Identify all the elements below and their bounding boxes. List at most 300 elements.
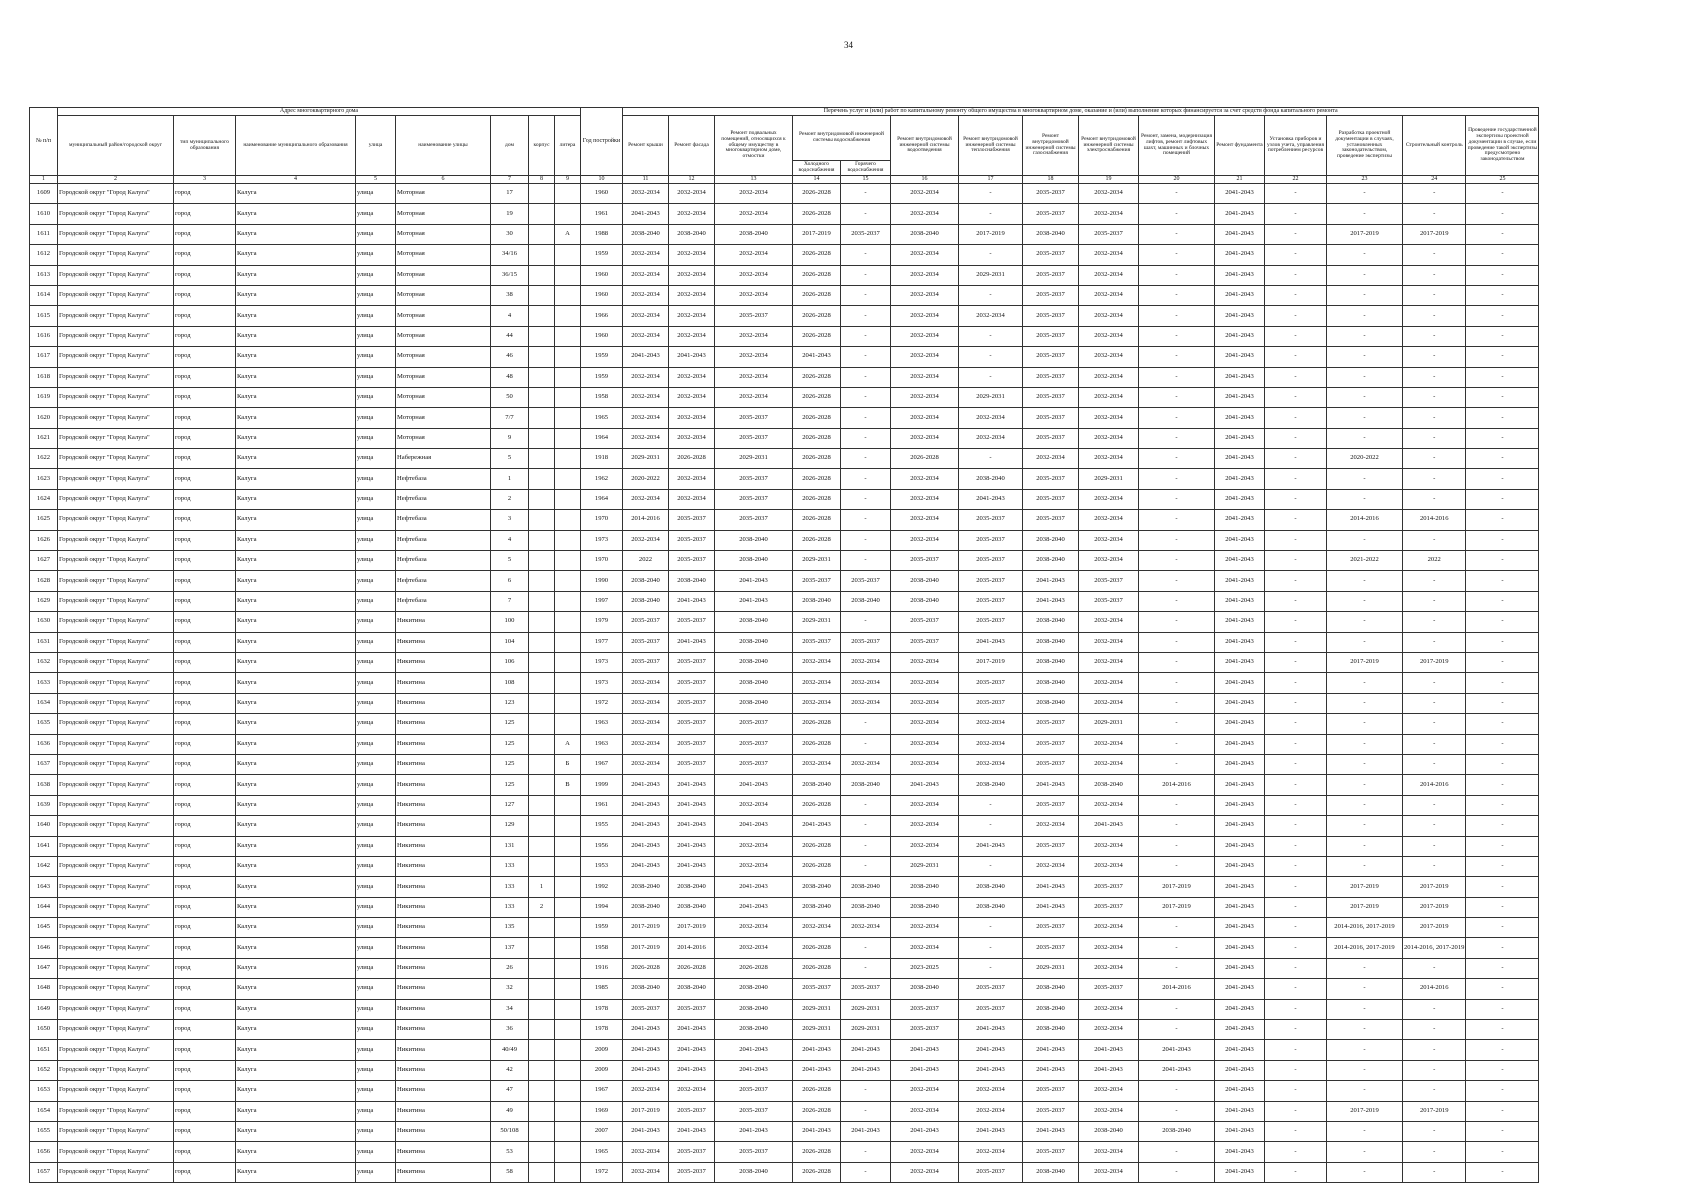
mo-name-cell: Калуга bbox=[236, 326, 356, 346]
mo-type-cell: город bbox=[174, 877, 236, 897]
work-period-cell: 2026-2028 bbox=[793, 795, 841, 815]
work-period-cell: - bbox=[1327, 530, 1403, 550]
work-period-cell: - bbox=[841, 367, 891, 387]
work-period-cell: 2014-2016 bbox=[1327, 510, 1403, 530]
korpus-cell bbox=[529, 775, 555, 795]
work-period-cell: 2041-2043 bbox=[793, 1060, 841, 1080]
work-period-cell: 2035-2037 bbox=[1023, 408, 1079, 428]
work-period-cell: 2041-2043 bbox=[1215, 1142, 1265, 1162]
mo-type-cell: город bbox=[174, 775, 236, 795]
work-period-cell: 2035-2037 bbox=[959, 530, 1023, 550]
mo-name-cell: Калуга bbox=[236, 510, 356, 530]
litera-cell bbox=[555, 326, 581, 346]
work-period-cell: 2035-2037 bbox=[669, 612, 715, 632]
work-period-cell: 2032-2034 bbox=[1079, 347, 1139, 367]
year-cell: 1959 bbox=[581, 367, 623, 387]
col-facade-header: Ремонт фасада bbox=[669, 116, 715, 176]
house-cell: 36 bbox=[491, 1020, 529, 1040]
work-period-cell: 2041-2043 bbox=[1023, 775, 1079, 795]
work-period-cell: 2014-2016 bbox=[1403, 510, 1466, 530]
work-period-cell: 2032-2034 bbox=[1079, 408, 1139, 428]
work-period-cell: 2032-2034 bbox=[891, 184, 959, 204]
mo-type-cell: город bbox=[174, 245, 236, 265]
work-period-cell: 2032-2034 bbox=[1079, 387, 1139, 407]
work-period-cell: 2032-2034 bbox=[623, 184, 669, 204]
row-number: 1641 bbox=[30, 836, 58, 856]
work-period-cell: - bbox=[1265, 184, 1327, 204]
year-cell: 1916 bbox=[581, 958, 623, 978]
row-number: 1651 bbox=[30, 1040, 58, 1060]
korpus-cell bbox=[529, 693, 555, 713]
work-period-cell: 2032-2034 bbox=[1079, 999, 1139, 1019]
work-period-cell: 2035-2037 bbox=[959, 571, 1023, 591]
work-period-cell: 2026-2028 bbox=[793, 306, 841, 326]
work-period-cell: - bbox=[1139, 551, 1215, 571]
street-type-cell: улица bbox=[356, 285, 396, 305]
mo-name-cell: Калуга bbox=[236, 856, 356, 876]
work-period-cell: - bbox=[1327, 591, 1403, 611]
work-period-cell: - bbox=[1265, 326, 1327, 346]
work-period-cell: - bbox=[1139, 856, 1215, 876]
work-period-cell: - bbox=[1265, 1040, 1327, 1060]
work-period-cell: 2032-2034 bbox=[891, 836, 959, 856]
mo-type-cell: город bbox=[174, 918, 236, 938]
work-period-cell: 2032-2034 bbox=[1079, 449, 1139, 469]
work-period-cell: 2041-2043 bbox=[1215, 775, 1265, 795]
work-period-cell: 2038-2040 bbox=[1023, 224, 1079, 244]
work-period-cell: 2032-2034 bbox=[1079, 245, 1139, 265]
work-period-cell: 2041-2043 bbox=[1215, 245, 1265, 265]
work-period-cell: 2035-2037 bbox=[1079, 979, 1139, 999]
street-type-cell: улица bbox=[356, 734, 396, 754]
mo-type-cell: город bbox=[174, 184, 236, 204]
row-number: 1613 bbox=[30, 265, 58, 285]
work-period-cell: 2035-2037 bbox=[841, 632, 891, 652]
litera-cell bbox=[555, 816, 581, 836]
litera-cell: А bbox=[555, 734, 581, 754]
work-period-cell: 2038-2040 bbox=[1023, 673, 1079, 693]
row-number: 1615 bbox=[30, 306, 58, 326]
work-period-cell: 2035-2037 bbox=[623, 632, 669, 652]
work-period-cell: - bbox=[1139, 734, 1215, 754]
street-type-cell: улица bbox=[356, 1040, 396, 1060]
work-period-cell: 2041-2043 bbox=[669, 1040, 715, 1060]
street-name-cell: Моторная bbox=[396, 408, 491, 428]
mo-type-cell: город bbox=[174, 816, 236, 836]
column-number: 9 bbox=[555, 176, 581, 184]
litera-cell bbox=[555, 347, 581, 367]
work-period-cell: - bbox=[1466, 877, 1539, 897]
mo-type-cell: город bbox=[174, 306, 236, 326]
street-name-cell: Никитина bbox=[396, 795, 491, 815]
korpus-cell bbox=[529, 489, 555, 509]
work-period-cell: - bbox=[1403, 347, 1466, 367]
work-period-cell: 2038-2040 bbox=[891, 571, 959, 591]
work-period-cell: - bbox=[1265, 714, 1327, 734]
work-period-cell: 2026-2028 bbox=[793, 1101, 841, 1121]
work-period-cell: 2035-2037 bbox=[1023, 306, 1079, 326]
street-type-cell: улица bbox=[356, 245, 396, 265]
street-type-cell: улица bbox=[356, 571, 396, 591]
work-period-cell: - bbox=[1327, 754, 1403, 774]
house-cell: 135 bbox=[491, 918, 529, 938]
work-period-cell: 2035-2037 bbox=[669, 1162, 715, 1182]
year-cell: 1972 bbox=[581, 1162, 623, 1182]
year-cell: 1959 bbox=[581, 918, 623, 938]
work-period-cell: 2038-2040 bbox=[715, 224, 793, 244]
korpus-cell bbox=[529, 734, 555, 754]
district-cell: Городской округ "Город Калуга" bbox=[58, 204, 174, 224]
work-period-cell: 2032-2034 bbox=[715, 245, 793, 265]
work-period-cell: - bbox=[1403, 673, 1466, 693]
table-row bbox=[30, 489, 1539, 509]
street-name-cell: Нефтебаза bbox=[396, 530, 491, 550]
mo-name-cell: Калуга bbox=[236, 1121, 356, 1141]
work-period-cell: - bbox=[1265, 571, 1327, 591]
street-name-cell: Моторная bbox=[396, 285, 491, 305]
work-period-cell: 2041-2043 bbox=[841, 1121, 891, 1141]
work-period-cell: - bbox=[959, 938, 1023, 958]
litera-cell bbox=[555, 571, 581, 591]
table-row bbox=[30, 734, 1539, 754]
column-number: 14 bbox=[793, 176, 841, 184]
street-name-cell: Нефтебаза bbox=[396, 551, 491, 571]
work-period-cell: 2032-2034 bbox=[1079, 204, 1139, 224]
work-period-cell: 2041-2043 bbox=[1215, 184, 1265, 204]
work-period-cell: - bbox=[1265, 489, 1327, 509]
mo-type-cell: город bbox=[174, 408, 236, 428]
work-period-cell: - bbox=[1466, 856, 1539, 876]
korpus-cell bbox=[529, 938, 555, 958]
work-period-cell: - bbox=[1403, 591, 1466, 611]
column-number: 22 bbox=[1265, 176, 1327, 184]
year-cell: 1990 bbox=[581, 571, 623, 591]
house-cell: 4 bbox=[491, 306, 529, 326]
work-period-cell: - bbox=[1139, 285, 1215, 305]
work-period-cell: 2032-2034 bbox=[891, 408, 959, 428]
litera-cell: В bbox=[555, 775, 581, 795]
litera-cell bbox=[555, 1101, 581, 1121]
litera-cell: Б bbox=[555, 754, 581, 774]
work-period-cell: - bbox=[1265, 245, 1327, 265]
work-period-cell: - bbox=[1265, 877, 1327, 897]
work-period-cell: 2041-2043 bbox=[793, 1121, 841, 1141]
mo-type-cell: город bbox=[174, 979, 236, 999]
work-period-cell: 2032-2034 bbox=[891, 1101, 959, 1121]
work-period-cell: 2032-2034 bbox=[891, 673, 959, 693]
work-period-cell: - bbox=[1265, 1121, 1327, 1141]
work-period-cell: 2038-2040 bbox=[1023, 1162, 1079, 1182]
work-period-cell: 2041-2043 bbox=[1215, 673, 1265, 693]
work-period-cell: 2038-2040 bbox=[669, 571, 715, 591]
table-header bbox=[30, 108, 1539, 184]
work-period-cell: - bbox=[1139, 836, 1215, 856]
row-number: 1616 bbox=[30, 326, 58, 346]
street-name-cell: Моторная bbox=[396, 265, 491, 285]
table-row bbox=[30, 652, 1539, 672]
work-period-cell: 2035-2037 bbox=[715, 428, 793, 448]
year-cell: 1979 bbox=[581, 612, 623, 632]
street-name-cell: Нефтебаза bbox=[396, 571, 491, 591]
work-period-cell: 2017-2019 bbox=[1327, 897, 1403, 917]
row-number: 1623 bbox=[30, 469, 58, 489]
table-row bbox=[30, 754, 1539, 774]
work-period-cell: 2032-2034 bbox=[623, 734, 669, 754]
work-period-cell: - bbox=[1327, 408, 1403, 428]
work-period-cell: 2041-2043 bbox=[1215, 999, 1265, 1019]
work-period-cell: - bbox=[1466, 306, 1539, 326]
house-cell: 129 bbox=[491, 816, 529, 836]
work-period-cell: - bbox=[959, 347, 1023, 367]
work-period-cell: - bbox=[1327, 775, 1403, 795]
street-type-cell: улица bbox=[356, 1142, 396, 1162]
column-number: 15 bbox=[841, 176, 891, 184]
work-period-cell: 2041-2043 bbox=[1215, 510, 1265, 530]
litera-cell bbox=[555, 979, 581, 999]
street-type-cell: улица bbox=[356, 979, 396, 999]
row-number: 1627 bbox=[30, 551, 58, 571]
work-period-cell: 2035-2037 bbox=[669, 734, 715, 754]
year-cell: 1999 bbox=[581, 775, 623, 795]
work-period-cell: - bbox=[841, 734, 891, 754]
work-period-cell: 2035-2037 bbox=[1023, 754, 1079, 774]
row-number: 1621 bbox=[30, 428, 58, 448]
table-row bbox=[30, 938, 1539, 958]
work-period-cell: 2041-2043 bbox=[959, 632, 1023, 652]
work-period-cell: 2035-2037 bbox=[715, 754, 793, 774]
col-foundation-header: Ремонт фундамента bbox=[1215, 116, 1265, 176]
work-period-cell: - bbox=[1327, 285, 1403, 305]
col-electric-header: Ремонт внутридомовой инженерной системы электроснабжения bbox=[1079, 116, 1139, 176]
work-period-cell: 2032-2034 bbox=[669, 408, 715, 428]
work-period-cell: - bbox=[1466, 347, 1539, 367]
work-period-cell: 2032-2034 bbox=[891, 1081, 959, 1101]
col-elevator-header: Ремонт, замена, модернизация лифтов, ремонт лифтовых шахт, машинных и блочных помещений bbox=[1139, 116, 1215, 176]
work-period-cell: 2035-2037 bbox=[1023, 938, 1079, 958]
street-type-cell: улица bbox=[356, 693, 396, 713]
work-period-cell: 2026-2028 bbox=[715, 958, 793, 978]
work-period-cell: 2041-2043 bbox=[623, 836, 669, 856]
work-period-cell: 2029-2031 bbox=[891, 856, 959, 876]
work-period-cell: 2035-2037 bbox=[623, 612, 669, 632]
work-period-cell: 2032-2034 bbox=[841, 754, 891, 774]
work-period-cell: 2032-2034 bbox=[891, 285, 959, 305]
street-name-cell: Нефтебаза bbox=[396, 510, 491, 530]
house-cell: 58 bbox=[491, 1162, 529, 1182]
mo-name-cell: Калуга bbox=[236, 428, 356, 448]
work-period-cell: - bbox=[1265, 673, 1327, 693]
street-type-cell: улица bbox=[356, 938, 396, 958]
mo-name-cell: Калуга bbox=[236, 1020, 356, 1040]
work-period-cell: - bbox=[1403, 1020, 1466, 1040]
work-period-cell: 2041-2043 bbox=[1023, 571, 1079, 591]
column-number: 8 bbox=[529, 176, 555, 184]
work-period-cell: 2035-2037 bbox=[715, 1081, 793, 1101]
work-period-cell: 2038-2040 bbox=[715, 652, 793, 672]
district-cell: Городской округ "Город Калуга" bbox=[58, 1040, 174, 1060]
work-period-cell: - bbox=[1466, 897, 1539, 917]
year-cell: 1964 bbox=[581, 428, 623, 448]
work-period-cell: - bbox=[1139, 958, 1215, 978]
work-period-cell: 2032-2034 bbox=[623, 408, 669, 428]
house-cell: 42 bbox=[491, 1060, 529, 1080]
work-period-cell: 2041-2043 bbox=[1215, 551, 1265, 571]
work-period-cell: - bbox=[1139, 326, 1215, 346]
work-period-cell: 2041-2043 bbox=[669, 591, 715, 611]
work-period-cell: - bbox=[1327, 428, 1403, 448]
work-period-cell: 2041-2043 bbox=[1023, 877, 1079, 897]
litera-cell bbox=[555, 367, 581, 387]
work-period-cell: 2032-2034 bbox=[1079, 673, 1139, 693]
mo-name-cell: Калуга bbox=[236, 775, 356, 795]
year-cell: 1959 bbox=[581, 245, 623, 265]
work-period-cell: 2041-2043 bbox=[623, 204, 669, 224]
house-cell: 50/108 bbox=[491, 1121, 529, 1141]
litera-cell bbox=[555, 1060, 581, 1080]
table-row bbox=[30, 836, 1539, 856]
work-period-cell: 2026-2028 bbox=[793, 449, 841, 469]
row-number: 1650 bbox=[30, 1020, 58, 1040]
mo-type-cell: город bbox=[174, 795, 236, 815]
work-period-cell: 2041-2043 bbox=[623, 347, 669, 367]
year-cell: 1963 bbox=[581, 714, 623, 734]
work-period-cell: 2032-2034 bbox=[1079, 918, 1139, 938]
work-period-cell: 2038-2040 bbox=[1079, 1121, 1139, 1141]
street-type-cell: улица bbox=[356, 714, 396, 734]
work-period-cell: - bbox=[1139, 1081, 1215, 1101]
work-period-cell: - bbox=[1139, 510, 1215, 530]
korpus-cell bbox=[529, 184, 555, 204]
mo-type-cell: город bbox=[174, 510, 236, 530]
street-type-cell: улица bbox=[356, 754, 396, 774]
litera-cell bbox=[555, 1081, 581, 1101]
column-number: 19 bbox=[1079, 176, 1139, 184]
korpus-cell bbox=[529, 999, 555, 1019]
work-period-cell: 2035-2037 bbox=[1023, 469, 1079, 489]
column-number: 1 bbox=[30, 176, 58, 184]
mo-type-cell: город bbox=[174, 591, 236, 611]
row-number: 1635 bbox=[30, 714, 58, 734]
work-period-cell: - bbox=[1139, 591, 1215, 611]
work-period-cell: 2041-2043 bbox=[891, 1040, 959, 1060]
street-name-cell: Моторная bbox=[396, 245, 491, 265]
work-period-cell: 2032-2034 bbox=[1079, 1101, 1139, 1121]
work-period-cell: - bbox=[1327, 489, 1403, 509]
mo-name-cell: Калуга bbox=[236, 897, 356, 917]
street-name-cell: Набережная bbox=[396, 449, 491, 469]
work-period-cell: - bbox=[1139, 754, 1215, 774]
litera-cell bbox=[555, 836, 581, 856]
mo-type-cell: город bbox=[174, 469, 236, 489]
work-period-cell: 2041-2043 bbox=[1215, 1020, 1265, 1040]
work-period-cell: 2014-2016, 2017-2019 bbox=[1327, 938, 1403, 958]
work-period-cell: 2038-2040 bbox=[669, 979, 715, 999]
litera-cell bbox=[555, 1020, 581, 1040]
mo-type-cell: город bbox=[174, 326, 236, 346]
street-name-cell: Никитина bbox=[396, 693, 491, 713]
mo-name-cell: Калуга bbox=[236, 1101, 356, 1121]
house-cell: 53 bbox=[491, 1142, 529, 1162]
litera-cell bbox=[555, 795, 581, 815]
work-period-cell: 2041-2043 bbox=[1215, 1162, 1265, 1182]
work-period-cell: - bbox=[1403, 816, 1466, 836]
mo-name-cell: Калуга bbox=[236, 754, 356, 774]
work-period-cell: 2032-2034 bbox=[891, 1162, 959, 1182]
table-row bbox=[30, 1020, 1539, 1040]
work-period-cell: 2026-2028 bbox=[891, 449, 959, 469]
work-period-cell: - bbox=[1466, 693, 1539, 713]
litera-cell bbox=[555, 489, 581, 509]
col-street-name-header: наименование улицы bbox=[396, 116, 491, 176]
mo-type-cell: город bbox=[174, 612, 236, 632]
korpus-cell bbox=[529, 387, 555, 407]
work-period-cell: 2032-2034 bbox=[1079, 1081, 1139, 1101]
work-period-cell: - bbox=[841, 326, 891, 346]
korpus-cell bbox=[529, 714, 555, 734]
table-row bbox=[30, 1081, 1539, 1101]
work-period-cell: - bbox=[1466, 754, 1539, 774]
table-row bbox=[30, 184, 1539, 204]
work-period-cell: - bbox=[1403, 530, 1466, 550]
work-period-cell: 2038-2040 bbox=[1023, 530, 1079, 550]
work-period-cell: - bbox=[1139, 347, 1215, 367]
work-period-cell: - bbox=[1403, 489, 1466, 509]
korpus-cell bbox=[529, 836, 555, 856]
work-period-cell: - bbox=[1265, 979, 1327, 999]
work-period-cell: - bbox=[1265, 469, 1327, 489]
mo-name-cell: Калуга bbox=[236, 408, 356, 428]
work-period-cell: - bbox=[959, 856, 1023, 876]
work-period-cell: 2035-2037 bbox=[1023, 245, 1079, 265]
table-row bbox=[30, 1060, 1539, 1080]
year-cell: 1969 bbox=[581, 1101, 623, 1121]
street-type-cell: улица bbox=[356, 367, 396, 387]
column-number: 7 bbox=[491, 176, 529, 184]
work-period-cell: 2038-2040 bbox=[1023, 652, 1079, 672]
address-group-header: Адрес многоквартирного дома bbox=[58, 108, 581, 116]
work-period-cell: 2041-2043 bbox=[1215, 877, 1265, 897]
work-period-cell: 2032-2034 bbox=[715, 367, 793, 387]
district-cell: Городской округ "Город Калуга" bbox=[58, 571, 174, 591]
work-period-cell: - bbox=[1265, 510, 1327, 530]
street-name-cell: Никитина bbox=[396, 877, 491, 897]
street-type-cell: улица bbox=[356, 652, 396, 672]
year-cell: 1958 bbox=[581, 938, 623, 958]
work-period-cell: - bbox=[1466, 408, 1539, 428]
work-period-cell: 2035-2037 bbox=[669, 1142, 715, 1162]
mo-name-cell: Калуга bbox=[236, 1162, 356, 1182]
col-hot-water-header: Горячего водоснабжения bbox=[841, 161, 891, 176]
row-number: 1643 bbox=[30, 877, 58, 897]
work-period-cell: 2029-2031 bbox=[1023, 958, 1079, 978]
work-period-cell: 2032-2034 bbox=[715, 856, 793, 876]
capital-repair-table bbox=[29, 107, 1539, 1183]
korpus-cell bbox=[529, 306, 555, 326]
work-period-cell: 2041-2043 bbox=[669, 836, 715, 856]
mo-name-cell: Калуга bbox=[236, 612, 356, 632]
mo-name-cell: Калуга bbox=[236, 469, 356, 489]
work-period-cell: 2041-2043 bbox=[1215, 265, 1265, 285]
year-cell: 1961 bbox=[581, 795, 623, 815]
district-cell: Городской округ "Город Калуга" bbox=[58, 1020, 174, 1040]
work-period-cell: 2026-2028 bbox=[793, 1081, 841, 1101]
col-gas-header: Ремонт внутридомовой инженерной системы газоснабжения bbox=[1023, 116, 1079, 176]
korpus-cell bbox=[529, 918, 555, 938]
korpus-cell bbox=[529, 591, 555, 611]
korpus-cell bbox=[529, 408, 555, 428]
table-row bbox=[30, 856, 1539, 876]
table-row bbox=[30, 591, 1539, 611]
